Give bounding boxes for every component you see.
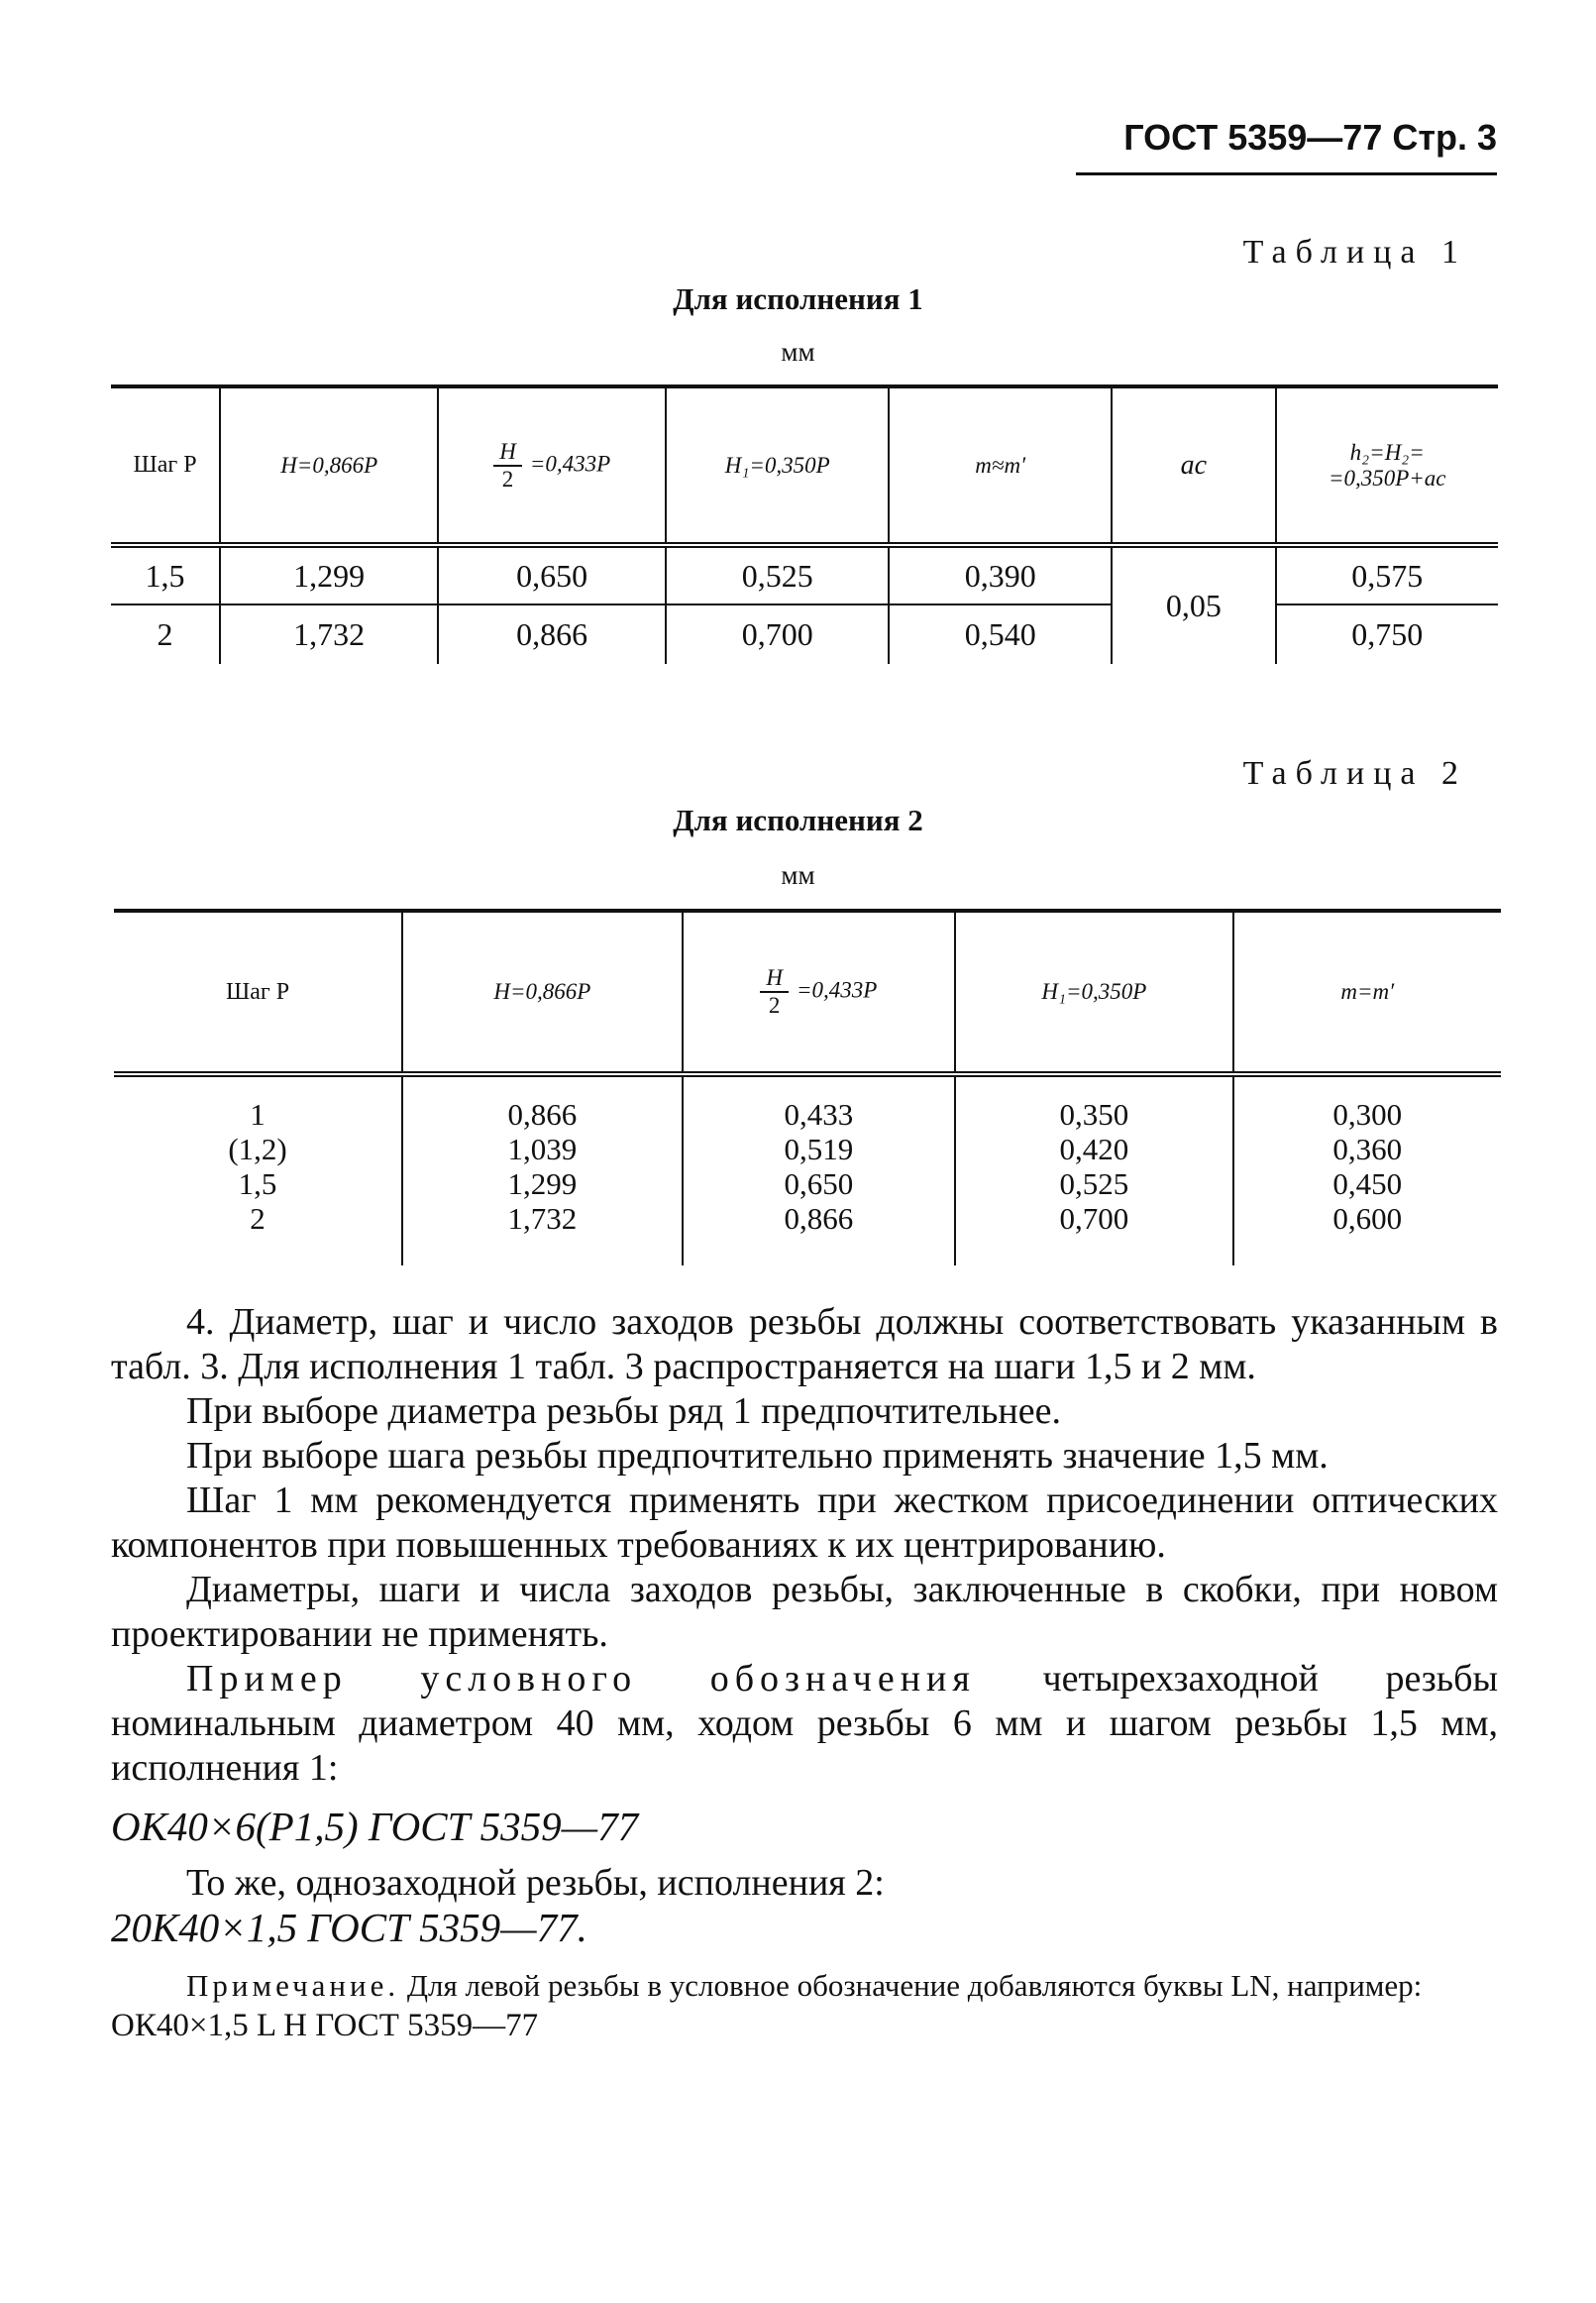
col-h-half: $\frac{H}{2}$ =0,433P xyxy=(438,386,666,545)
cell-h1-list: 0,350 0,420 0,525 0,700 xyxy=(955,1074,1233,1265)
table2-title: Для исполнения 2 xyxy=(673,803,923,837)
col-ac: aс xyxy=(1112,386,1275,545)
cell-step-list: 1 (1,2) 1,5 2 xyxy=(228,1097,287,1236)
cell-h2: 0,750 xyxy=(1276,604,1498,664)
col-h: H=0,866P xyxy=(220,386,438,545)
designation-formula-1: ОК40×6(Р1,5) ГОСТ 5359—77 xyxy=(111,1804,639,1849)
table1-title: Для исполнения 1 xyxy=(673,281,923,316)
paragraph: При выборе шага резьбы предпочтительно применять значение 1,5 мм. xyxy=(186,1435,1329,1477)
cell-h-half: 0,866 xyxy=(438,604,666,664)
table2-label: Таблица 2 xyxy=(1242,755,1467,792)
example-label: Пример условного обозначения xyxy=(186,1658,976,1700)
col-h: H=0,866P xyxy=(402,911,683,1074)
paragraph-4: 4. Диаметр, шаг и число заходов резьбы должны соответствовать указанным в табл. 3. Для исполнения 1 табл. 3 распространяется на шаги 1,5 и 2 мм. xyxy=(111,1301,1498,1387)
paragraph: Шаг 1 мм рекомендуется применять при жестком присоединении оптических компонентов при повышенных требованиях к их центрированию. xyxy=(111,1480,1498,1566)
table2 xyxy=(114,909,1501,1265)
cell-h-half-list: 0,433 0,519 0,650 0,866 xyxy=(683,1074,955,1265)
cell-step: 2 xyxy=(157,616,173,652)
table-row xyxy=(111,604,1498,664)
table2-unit: мм xyxy=(781,860,815,890)
cell-m: 0,540 xyxy=(889,604,1112,664)
cell-h1: 0,525 xyxy=(666,545,889,604)
designation-formula-2: 20К40×1,5 ГОСТ 5359—77. xyxy=(111,1905,587,1950)
paragraph: Диаметры, шаги и числа заходов резьбы, заключенные в скобки, при новом проектировании не применять. xyxy=(111,1569,1498,1655)
header-rule xyxy=(1076,172,1497,175)
cell-h-list: 0,866 1,039 1,299 1,732 xyxy=(402,1074,683,1265)
example-text: четырехзаходной резьбы номинальным диаметром 40 мм, ходом резьбы 6 мм и шагом резьбы 1,5 мм, исполнения 1: xyxy=(111,1658,1499,1789)
note-text: Для левой резьбы в условное обозначение добавляются буквы LN, например: xyxy=(399,1968,1423,2003)
page-header xyxy=(1123,117,1497,159)
table-row xyxy=(111,545,1498,604)
designation-formula-3: ОК40×1,5 L Н ГОСТ 5359—77 xyxy=(111,2008,539,2043)
col-h1: H₁=0,350P xyxy=(955,911,1233,1074)
cell-m: 0,390 xyxy=(889,545,1112,604)
col-step: Шаг P xyxy=(111,386,220,545)
note-label: Примечание. xyxy=(186,1968,400,2003)
cell-h2: 0,575 xyxy=(1276,545,1498,604)
col-h2: h₂=H₂= =0,350P+aс xyxy=(1276,386,1498,545)
cell-m-list: 0,300 0,360 0,450 0,600 xyxy=(1233,1074,1501,1265)
fraction-h-over-2: $\frac{H}{2}$ xyxy=(760,965,789,1019)
col-h1: H₁=0,350P xyxy=(666,386,889,545)
col-m: m=m′ xyxy=(1233,911,1501,1074)
body-text xyxy=(111,1300,1498,2048)
col-step: Шаг P xyxy=(114,911,402,1074)
cell-h1: 0,700 xyxy=(666,604,889,664)
paragraph: При выборе диаметра резьбы ряд 1 предпочтительнее. xyxy=(186,1390,1061,1432)
paragraph: То же, однозаходной резьбы, исполнения 2: xyxy=(186,1862,885,1904)
example-paragraph xyxy=(111,1657,1498,1791)
cell-h: 1,732 xyxy=(220,604,438,664)
table1-label: Таблица 1 xyxy=(1242,234,1467,271)
fraction-h-over-2: $\frac{H}{2}$ xyxy=(493,439,522,493)
cell-step: 1,5 xyxy=(111,545,220,604)
table-row xyxy=(114,1074,1501,1265)
cell-h-half: 0,650 xyxy=(438,545,666,604)
table1 xyxy=(111,384,1498,664)
cell-ac: 0,05 xyxy=(1112,545,1275,664)
cell-h: 1,299 xyxy=(220,545,438,604)
table2-header-row xyxy=(114,911,1501,1074)
col-h-half: $\frac{H}{2}$ =0,433P xyxy=(683,911,955,1074)
note-paragraph xyxy=(111,1968,1498,2004)
header-title: ГОСТ 5359—77 Стр. 3 xyxy=(1123,117,1497,158)
col-m: m≈m′ xyxy=(889,386,1112,545)
table1-unit: мм xyxy=(781,337,815,367)
table1-header-row xyxy=(111,386,1498,545)
